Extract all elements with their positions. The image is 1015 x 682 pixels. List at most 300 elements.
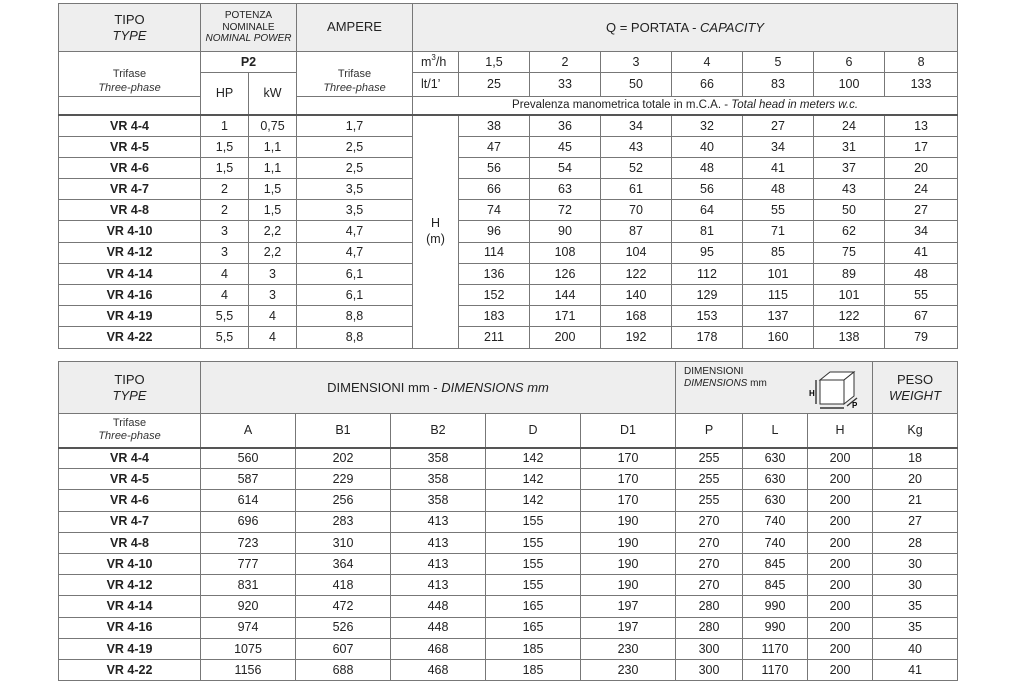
- dimension-value-cell: 170: [581, 448, 676, 469]
- performance-body: [59, 115, 958, 348]
- table-row: [59, 511, 958, 532]
- head-value-cell: 50: [814, 200, 885, 221]
- hp-cell: 2: [201, 200, 249, 221]
- lt-value: 100: [814, 73, 885, 97]
- table-row: [59, 157, 958, 178]
- dimension-value-cell: 630: [743, 490, 808, 511]
- head-value-cell: 144: [530, 285, 601, 306]
- dimension-value-cell: 35: [873, 596, 958, 617]
- p2-header: P2: [201, 52, 297, 73]
- dims-type-header: [59, 362, 201, 414]
- head-value-cell: 45: [530, 136, 601, 157]
- hp-cell: 4: [201, 285, 249, 306]
- packing-dims-it: DIMENSIONI: [684, 365, 744, 377]
- capacity-header: [413, 4, 958, 52]
- head-value-cell: 63: [530, 179, 601, 200]
- model-cell: VR 4-12: [59, 575, 201, 596]
- head-value-cell: 95: [672, 242, 743, 263]
- dimension-value-cell: 197: [581, 617, 676, 638]
- head-value-cell: 56: [459, 157, 530, 178]
- capacity-header-it: Q = PORTATA -: [606, 20, 701, 35]
- head-value-cell: 115: [743, 285, 814, 306]
- dimension-value-cell: 155: [486, 575, 581, 596]
- dimension-value-cell: 200: [808, 553, 873, 574]
- ampere-cell: 3,5: [297, 179, 413, 200]
- head-value-cell: 52: [601, 157, 672, 178]
- weight-header-it: PESO: [896, 372, 934, 387]
- package-cube-icon: [808, 366, 864, 412]
- dimension-value-cell: 413: [391, 511, 486, 532]
- head-value-cell: 62: [814, 221, 885, 242]
- model-cell: VR 4-14: [59, 263, 201, 284]
- table-row: [59, 221, 958, 242]
- head-value-cell: 43: [814, 179, 885, 200]
- unit-m3h: [413, 52, 459, 73]
- ampere-cell: 6,1: [297, 285, 413, 306]
- dimension-value-cell: 723: [201, 532, 296, 553]
- head-value-cell: 47: [459, 136, 530, 157]
- dimension-value-cell: 472: [296, 596, 391, 617]
- dimension-value-cell: 190: [581, 511, 676, 532]
- m3h-value: 6: [814, 52, 885, 73]
- dimension-value-cell: 1075: [201, 638, 296, 659]
- dimension-value-cell: 255: [676, 490, 743, 511]
- dims-col-header: D1: [581, 414, 676, 448]
- head-value-cell: 168: [601, 306, 672, 327]
- model-cell: VR 4-4: [59, 115, 201, 136]
- phase-label-gap: [59, 96, 201, 115]
- dimension-value-cell: 607: [296, 638, 391, 659]
- kw-cell: 0,75: [249, 115, 297, 136]
- head-value-cell: 31: [814, 136, 885, 157]
- head-value-cell: 48: [885, 263, 958, 284]
- head-value-cell: 137: [743, 306, 814, 327]
- dimension-value-cell: 448: [391, 617, 486, 638]
- dimension-value-cell: 28: [873, 532, 958, 553]
- packing-dims-header: [676, 362, 873, 414]
- table-row: [59, 575, 958, 596]
- dimension-value-cell: 696: [201, 511, 296, 532]
- head-value-cell: 36: [530, 115, 601, 136]
- table-row: [59, 448, 958, 469]
- model-cell: VR 4-5: [59, 469, 201, 490]
- dimension-value-cell: 30: [873, 553, 958, 574]
- hp-header: HP: [201, 73, 249, 116]
- dimension-value-cell: 197: [581, 596, 676, 617]
- dimension-value-cell: 200: [808, 659, 873, 680]
- head-value-cell: 211: [459, 327, 530, 348]
- ampere-cell: 8,8: [297, 327, 413, 348]
- model-cell: VR 4-16: [59, 285, 201, 306]
- dimension-value-cell: 200: [808, 469, 873, 490]
- head-value-cell: 192: [601, 327, 672, 348]
- dimension-value-cell: 270: [676, 532, 743, 553]
- dimension-value-cell: 358: [391, 490, 486, 511]
- head-value-cell: 20: [885, 157, 958, 178]
- dimension-value-cell: 280: [676, 617, 743, 638]
- dimension-value-cell: 845: [743, 553, 808, 574]
- dimension-value-cell: 142: [486, 469, 581, 490]
- dimension-value-cell: 200: [808, 575, 873, 596]
- unit-m3h-base: m: [421, 54, 432, 69]
- model-cell: VR 4-7: [59, 511, 201, 532]
- m3h-value: 2: [530, 52, 601, 73]
- ampere-cell: 4,7: [297, 242, 413, 263]
- m3h-value: 1,5: [459, 52, 530, 73]
- model-cell: VR 4-12: [59, 242, 201, 263]
- table-row: [59, 242, 958, 263]
- head-value-cell: 160: [743, 327, 814, 348]
- hp-cell: 1,5: [201, 157, 249, 178]
- dimension-value-cell: 280: [676, 596, 743, 617]
- head-value-cell: 55: [885, 285, 958, 306]
- head-value-cell: 153: [672, 306, 743, 327]
- dimension-value-cell: 413: [391, 575, 486, 596]
- type-header-it: TIPO: [114, 12, 145, 27]
- dimension-value-cell: 920: [201, 596, 296, 617]
- dimension-value-cell: 740: [743, 511, 808, 532]
- dimension-value-cell: 185: [486, 659, 581, 680]
- head-value-cell: 34: [743, 136, 814, 157]
- head-value-cell: 27: [885, 200, 958, 221]
- dimension-value-cell: 990: [743, 596, 808, 617]
- model-cell: VR 4-8: [59, 532, 201, 553]
- performance-table: [58, 3, 958, 349]
- dimension-value-cell: 413: [391, 532, 486, 553]
- dimension-value-cell: 30: [873, 575, 958, 596]
- type-header: [59, 4, 201, 52]
- head-axis-h: H: [430, 216, 441, 231]
- dimension-value-cell: 526: [296, 617, 391, 638]
- head-value-cell: 70: [601, 200, 672, 221]
- head-value-cell: 72: [530, 200, 601, 221]
- head-value-cell: 48: [743, 179, 814, 200]
- head-value-cell: 200: [530, 327, 601, 348]
- dims-phase-en: Three-phase: [98, 430, 161, 443]
- table-row: [59, 136, 958, 157]
- dimension-value-cell: 256: [296, 490, 391, 511]
- kw-cell: 3: [249, 263, 297, 284]
- dimension-value-cell: 413: [391, 553, 486, 574]
- model-cell: VR 4-4: [59, 448, 201, 469]
- model-cell: VR 4-19: [59, 638, 201, 659]
- kw-cell: 1,5: [249, 200, 297, 221]
- table-row: [59, 617, 958, 638]
- head-value-cell: 40: [672, 136, 743, 157]
- head-value-cell: 74: [459, 200, 530, 221]
- dimension-value-cell: 170: [581, 469, 676, 490]
- dimension-value-cell: 560: [201, 448, 296, 469]
- kw-cell: 4: [249, 306, 297, 327]
- head-axis-unit: (m): [426, 231, 445, 246]
- head-value-cell: 13: [885, 115, 958, 136]
- head-value-cell: 34: [601, 115, 672, 136]
- dimension-value-cell: 468: [391, 659, 486, 680]
- kw-cell: 2,2: [249, 221, 297, 242]
- dims-phase-it: Trifase: [112, 416, 147, 429]
- table-row: [59, 200, 958, 221]
- m3h-value: 5: [743, 52, 814, 73]
- hp-cell: 3: [201, 221, 249, 242]
- model-cell: VR 4-22: [59, 327, 201, 348]
- dimension-value-cell: 229: [296, 469, 391, 490]
- m3h-value: 8: [885, 52, 958, 73]
- table-row: [59, 306, 958, 327]
- lt-value: 50: [601, 73, 672, 97]
- table-row: [59, 659, 958, 680]
- unit-m3h-sup: 3: [431, 52, 436, 62]
- dimension-value-cell: 200: [808, 638, 873, 659]
- dimension-value-cell: 587: [201, 469, 296, 490]
- dimensions-body: [59, 448, 958, 681]
- head-value-cell: 85: [743, 242, 814, 263]
- dimension-value-cell: 190: [581, 532, 676, 553]
- phase-label-en: Three-phase: [98, 81, 161, 94]
- table-row: [59, 327, 958, 348]
- dimension-value-cell: 448: [391, 596, 486, 617]
- dims-title-en: DIMENSIONS mm: [441, 380, 549, 395]
- table-row: [59, 285, 958, 306]
- head-value-cell: 114: [459, 242, 530, 263]
- head-value-cell: 140: [601, 285, 672, 306]
- kw-header: kW: [249, 73, 297, 116]
- dimension-value-cell: 200: [808, 596, 873, 617]
- power-header-it-1: POTENZA: [224, 10, 273, 22]
- dimension-value-cell: 40: [873, 638, 958, 659]
- head-value-cell: 112: [672, 263, 743, 284]
- model-cell: VR 4-5: [59, 136, 201, 157]
- head-value-cell: 61: [601, 179, 672, 200]
- dimension-value-cell: 170: [581, 490, 676, 511]
- dims-title: [201, 362, 676, 414]
- head-note: [413, 96, 958, 115]
- head-value-cell: 54: [530, 157, 601, 178]
- head-value-cell: 24: [814, 115, 885, 136]
- packing-dims-unit: mm: [747, 378, 767, 389]
- model-cell: VR 4-8: [59, 200, 201, 221]
- table-row: [59, 263, 958, 284]
- model-cell: VR 4-19: [59, 306, 201, 327]
- head-value-cell: 64: [672, 200, 743, 221]
- hp-cell: 4: [201, 263, 249, 284]
- capacity-header-en: CAPACITY: [700, 20, 765, 35]
- dimension-value-cell: 155: [486, 532, 581, 553]
- hp-cell: 1: [201, 115, 249, 136]
- dimension-value-cell: 20: [873, 469, 958, 490]
- ampere-phase-it: Trifase: [337, 68, 372, 80]
- dims-col-header: Kg: [873, 414, 958, 448]
- unit-m3h-tail: /h: [435, 54, 447, 69]
- ampere-cell: 6,1: [297, 263, 413, 284]
- unit-lt: lt/1’: [413, 73, 459, 97]
- dimension-value-cell: 688: [296, 659, 391, 680]
- dimension-value-cell: 310: [296, 532, 391, 553]
- dims-type-header-it: TIPO: [114, 372, 145, 387]
- head-value-cell: 89: [814, 263, 885, 284]
- cube-h-label: H: [809, 388, 815, 398]
- dimension-value-cell: 27: [873, 511, 958, 532]
- head-value-cell: 17: [885, 136, 958, 157]
- kw-cell: 3: [249, 285, 297, 306]
- lt-value: 83: [743, 73, 814, 97]
- kw-cell: 1,1: [249, 157, 297, 178]
- power-header-it-2: NOMINALE: [222, 21, 275, 33]
- dims-col-header: L: [743, 414, 808, 448]
- ampere-cell: 3,5: [297, 200, 413, 221]
- model-cell: VR 4-22: [59, 659, 201, 680]
- dims-col-header: B2: [391, 414, 486, 448]
- ampere-cell: 2,5: [297, 157, 413, 178]
- head-note-it: Prevalenza manometrica totale in m.C.A. -: [512, 98, 732, 111]
- dims-phase-label: [59, 414, 201, 448]
- head-value-cell: 129: [672, 285, 743, 306]
- dimension-value-cell: 41: [873, 659, 958, 680]
- dimension-value-cell: 974: [201, 617, 296, 638]
- table-row: [59, 532, 958, 553]
- dimensions-table: [58, 361, 958, 681]
- dimension-value-cell: 740: [743, 532, 808, 553]
- dimension-value-cell: 614: [201, 490, 296, 511]
- hp-cell: 1,5: [201, 136, 249, 157]
- dimension-value-cell: 200: [808, 448, 873, 469]
- head-value-cell: 48: [672, 157, 743, 178]
- dims-col-header: P: [676, 414, 743, 448]
- model-cell: VR 4-6: [59, 157, 201, 178]
- kw-cell: 1,5: [249, 179, 297, 200]
- head-value-cell: 34: [885, 221, 958, 242]
- head-value-cell: 152: [459, 285, 530, 306]
- ampere-cell: 4,7: [297, 221, 413, 242]
- dimension-value-cell: 1156: [201, 659, 296, 680]
- hp-cell: 5,5: [201, 306, 249, 327]
- cube-p-label: P: [852, 400, 858, 410]
- head-value-cell: 183: [459, 306, 530, 327]
- head-value-cell: 138: [814, 327, 885, 348]
- m3h-value: 3: [601, 52, 672, 73]
- weight-header-en: WEIGHT: [889, 388, 942, 403]
- dimension-value-cell: 200: [808, 617, 873, 638]
- head-value-cell: 101: [814, 285, 885, 306]
- model-cell: VR 4-6: [59, 490, 201, 511]
- ampere-cell: 8,8: [297, 306, 413, 327]
- head-value-cell: 178: [672, 327, 743, 348]
- dimension-value-cell: 255: [676, 469, 743, 490]
- dimension-value-cell: 630: [743, 448, 808, 469]
- head-value-cell: 104: [601, 242, 672, 263]
- dimension-value-cell: 283: [296, 511, 391, 532]
- kw-cell: 1,1: [249, 136, 297, 157]
- dimension-value-cell: 190: [581, 553, 676, 574]
- head-note-en: Total head in meters w.c.: [731, 98, 859, 111]
- dimension-value-cell: 468: [391, 638, 486, 659]
- dims-col-header: B1: [296, 414, 391, 448]
- head-value-cell: 43: [601, 136, 672, 157]
- kw-cell: 4: [249, 327, 297, 348]
- dimension-value-cell: 142: [486, 490, 581, 511]
- dimension-value-cell: 270: [676, 575, 743, 596]
- dimension-value-cell: 270: [676, 511, 743, 532]
- dimension-value-cell: 21: [873, 490, 958, 511]
- dims-title-it: DIMENSIONI mm -: [327, 380, 442, 395]
- dimension-value-cell: 142: [486, 448, 581, 469]
- ampere-label-gap: [297, 96, 413, 115]
- dimension-value-cell: 418: [296, 575, 391, 596]
- model-cell: VR 4-7: [59, 179, 201, 200]
- head-value-cell: 126: [530, 263, 601, 284]
- lt-value: 25: [459, 73, 530, 97]
- dims-col-header: A: [201, 414, 296, 448]
- head-value-cell: 55: [743, 200, 814, 221]
- dimension-value-cell: 630: [743, 469, 808, 490]
- type-header-en: TYPE: [112, 28, 147, 43]
- ampere-cell: 1,7: [297, 115, 413, 136]
- dimension-value-cell: 831: [201, 575, 296, 596]
- m3h-value: 4: [672, 52, 743, 73]
- head-value-cell: 24: [885, 179, 958, 200]
- table-row: [59, 490, 958, 511]
- dimension-value-cell: 155: [486, 553, 581, 574]
- head-value-cell: 122: [814, 306, 885, 327]
- head-value-cell: 38: [459, 115, 530, 136]
- dimension-value-cell: 200: [808, 532, 873, 553]
- table-row: [59, 115, 958, 136]
- dimension-value-cell: 1170: [743, 638, 808, 659]
- table-row: [59, 596, 958, 617]
- phase-label-it: Trifase: [112, 68, 147, 80]
- table-row: [59, 553, 958, 574]
- dims-type-header-en: TYPE: [112, 388, 147, 403]
- dimension-value-cell: 230: [581, 659, 676, 680]
- head-value-cell: 79: [885, 327, 958, 348]
- dimension-value-cell: 358: [391, 448, 486, 469]
- lt-value: 133: [885, 73, 958, 97]
- head-value-cell: 27: [743, 115, 814, 136]
- power-header: [201, 4, 297, 52]
- ampere-phase-label: [297, 52, 413, 97]
- head-value-cell: 41: [885, 242, 958, 263]
- head-value-cell: 41: [743, 157, 814, 178]
- dimension-value-cell: 202: [296, 448, 391, 469]
- dimension-value-cell: 358: [391, 469, 486, 490]
- ampere-cell: 2,5: [297, 136, 413, 157]
- weight-header: [873, 362, 958, 414]
- head-value-cell: 136: [459, 263, 530, 284]
- head-value-cell: 101: [743, 263, 814, 284]
- dimension-value-cell: 1170: [743, 659, 808, 680]
- packing-dims-en-text: DIMENSIONS: [684, 378, 748, 389]
- dimension-value-cell: 165: [486, 596, 581, 617]
- head-value-cell: 75: [814, 242, 885, 263]
- head-axis-label: [413, 115, 459, 348]
- head-value-cell: 96: [459, 221, 530, 242]
- head-value-cell: 71: [743, 221, 814, 242]
- lt-value: 33: [530, 73, 601, 97]
- dimension-value-cell: 165: [486, 617, 581, 638]
- head-value-cell: 108: [530, 242, 601, 263]
- head-value-cell: 90: [530, 221, 601, 242]
- dimension-value-cell: 255: [676, 448, 743, 469]
- head-value-cell: 66: [459, 179, 530, 200]
- head-value-cell: 56: [672, 179, 743, 200]
- dimension-value-cell: 990: [743, 617, 808, 638]
- dimension-value-cell: 35: [873, 617, 958, 638]
- table-row: [59, 179, 958, 200]
- hp-cell: 5,5: [201, 327, 249, 348]
- table-row: [59, 638, 958, 659]
- hp-cell: 3: [201, 242, 249, 263]
- ampere-phase-en: Three-phase: [323, 81, 386, 94]
- power-header-en: NOMINAL POWER: [205, 33, 292, 45]
